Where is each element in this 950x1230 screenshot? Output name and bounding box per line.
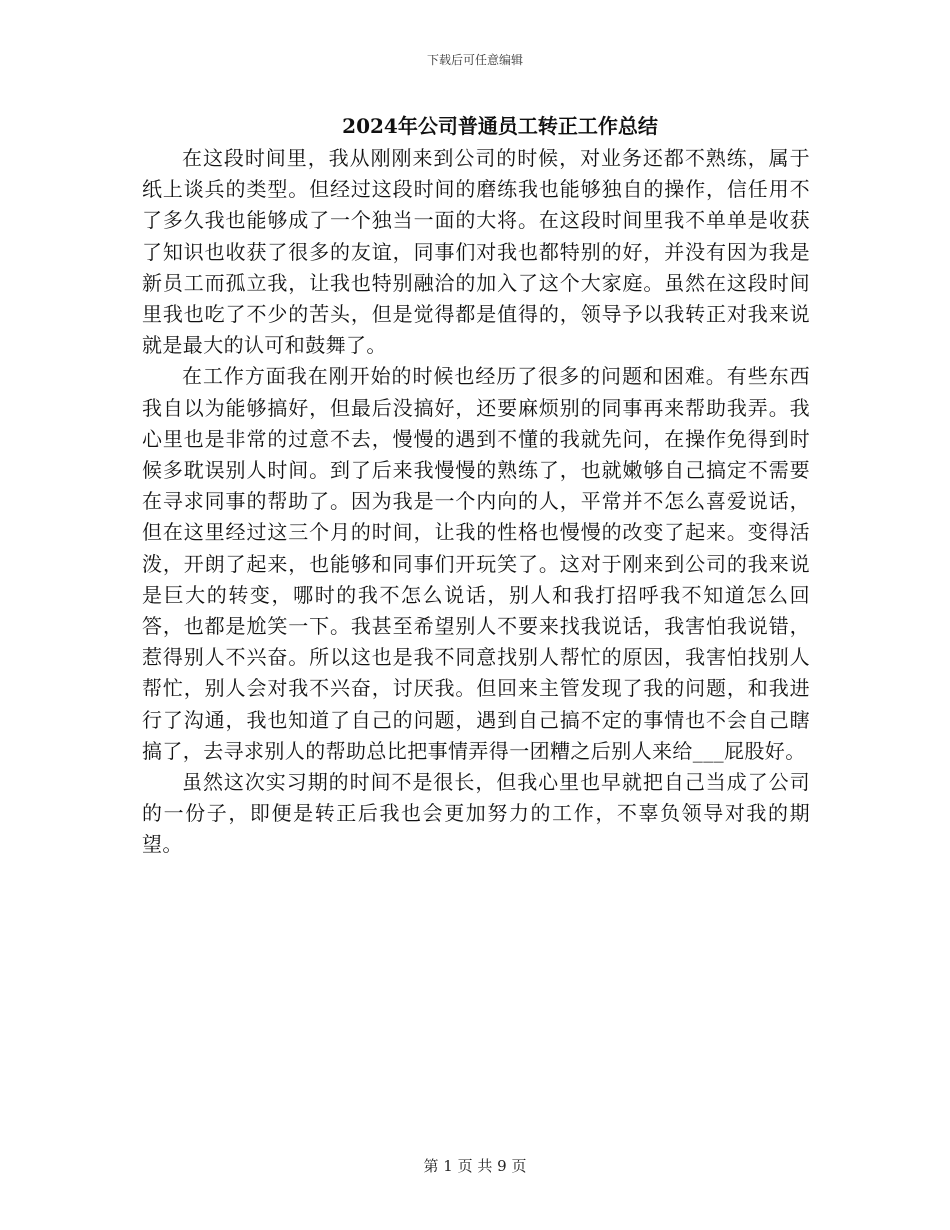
page-number: 第 1 页 共 9 页 xyxy=(423,1157,527,1175)
paragraph: 虽然这次实习期的时间不是很长，但我心里也早就把自己当成了公司的一份子，即便是转正后我也会更加努力的工作，不辜负领导对我的期望。 xyxy=(142,770,810,857)
document-body xyxy=(142,143,810,861)
header-note: 下载后可任意编辑 xyxy=(426,53,523,67)
paragraph: 在工作方面我在刚开始的时候也经历了很多的问题和困难。有些东西我自以为能够搞好，但最后没搞好，还要麻烦别的同事再来帮助我弄。我心里也是非常的过意不去，慢慢的遇到不懂的我就先问，在操作免得到时候多耽误别人时间。到了后来我慢慢的熟练了，也就嫩够自己搞定不需要在寻求同事的帮助了。因为我是一个内向的人，平常并不怎么喜爱说话，但在这里经过这三个月的时间，让我的性格也慢慢的改变了起来。变得活泼，开朗了起来，也能够和同事们开玩笑了。这对于刚来到公司的我来说是巨大的转变，哪时的我不怎么说话，别人和我打招呼我不知道怎么回答，也都是尬笑一下。我甚至希望别人不要来找我说话，我害怕我说错，惹得别人不兴奋。所以这也是我不同意找别人帮忙的原因，我害怕找别人帮忙，别人会对我不兴奋，讨厌我。但回来主管发现了我的问题，和我进行了沟通，我也知道了自己的问题，遇到自己搞不定的事情也不会自己瞎搞了，去寻求别人的帮助总比把事情弄得一团糟之后别人来给___屁股好。 xyxy=(142,364,810,763)
document-title: 2024年公司普通员工转正工作总结 xyxy=(342,114,658,138)
paragraph: 在这段时间里，我从刚刚来到公司的时候，对业务还都不熟练，属于纸上谈兵的类型。但经过这段时间的磨练我也能够独自的操作，信任用不了多久我也能够成了一个独当一面的大将。在这段时间里我不单单是收获了知识也收获了很多的友谊，同事们对我也都特别的好，并没有因为我是新员工而孤立我，让我也特别融洽的加入了这个大家庭。虽然在这段时间里我也吃了不少的苦头，但是觉得都是值得的，领导予以我转正对我来说就是最大的认可和鼓舞了。 xyxy=(142,146,810,358)
